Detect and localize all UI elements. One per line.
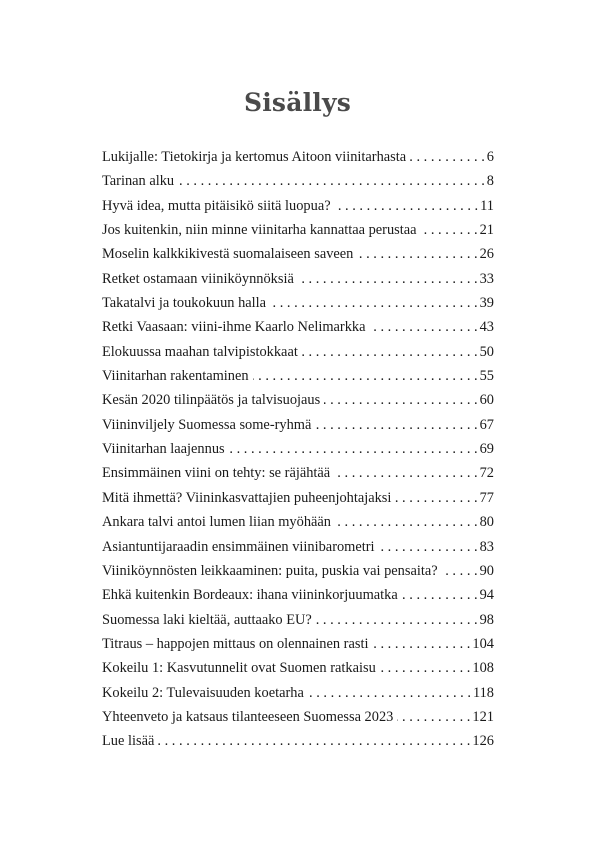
toc-entry-title: Takatalvi ja toukokuun halla [102, 295, 267, 312]
toc-entry-page-number: 77 [479, 489, 494, 506]
toc-entry [102, 291, 494, 315]
dot-leader [253, 364, 478, 388]
toc-entry-title: Lukijalle: Tietokirja ja kertomus Aitoon viinitarhasta [102, 149, 407, 165]
dot-leader [334, 461, 477, 485]
toc-entry-page-number: 67 [479, 416, 494, 433]
toc-entry [102, 486, 494, 510]
dot-leader [442, 559, 478, 583]
toc-entry [102, 705, 494, 729]
toc-entry-page-number: 8 [486, 173, 494, 190]
dot-leader [158, 729, 470, 753]
dot-leader [270, 291, 478, 315]
toc-entry-title: Viinitarhan rakentaminen [102, 368, 249, 385]
dot-leader [316, 608, 478, 632]
toc-entry-title: Ehkä kuitenkin Bordeaux: ihana viininkorjuumatka [102, 587, 398, 604]
toc-entry-page-number: 118 [472, 684, 494, 701]
toc-entry-page-number: 55 [479, 368, 494, 385]
toc-entry-page-number: 94 [479, 587, 494, 604]
toc-entry [102, 340, 494, 364]
toc-entry [102, 194, 494, 218]
toc-entry-title: Asiantuntijaraadin ensimmäinen viinibarometri [102, 538, 375, 555]
toc-entry-page-number: 80 [479, 514, 494, 531]
toc-entry-title: Retki Vaasaan: viini-ihme Kaarlo Nelimarkka [102, 319, 366, 336]
toc-entry-page-number: 126 [472, 733, 494, 750]
toc-entry-title: Tarinan alku [102, 173, 175, 190]
toc-entry-page-number: 43 [479, 319, 494, 336]
dot-leader [397, 705, 470, 729]
toc-entry-page-number: 108 [472, 660, 494, 677]
toc-entry-title: Kokeilu 2: Tulevaisuuden koetarha [102, 684, 304, 701]
toc-entry-title: Titraus – happojen mittaus on olennainen rasti [102, 635, 369, 652]
toc-entry-title: Moselin kalkkikivestä suomalaiseen saveen [102, 246, 354, 263]
page-title: Sisällys [243, 88, 352, 117]
toc-entry-title: Hyvä idea, mutta pitäisikö siitä luopua? [102, 197, 331, 214]
table-of-contents [102, 145, 494, 754]
toc-entry-page-number: 26 [479, 246, 494, 263]
toc-entry [102, 559, 494, 583]
dot-leader [308, 681, 471, 705]
dot-leader [335, 510, 478, 534]
toc-entry-page-number: 83 [479, 538, 494, 555]
dot-leader [315, 413, 477, 437]
toc-entry-page-number: 98 [479, 611, 494, 628]
toc-entry-title: Suomessa laki kieltää, auttaako EU? [102, 611, 312, 628]
toc-entry-page-number: 121 [472, 708, 494, 725]
toc-entry [102, 315, 494, 339]
toc-entry-page-number: 50 [479, 343, 494, 360]
dot-leader [402, 583, 478, 607]
toc-entry [102, 218, 494, 242]
toc-entry-title: Yhteenveto ja katsaus tilanteeseen Suomessa 2023 [102, 708, 394, 725]
dot-leader [178, 169, 485, 193]
toc-entry-page-number: 39 [479, 295, 494, 312]
toc-entry-title: Ankara talvi antoi lumen liian myöhään [102, 514, 331, 531]
toc-entry-title: Kokeilu 1: Kasvutunnelit ovat Suomen ratkaisu [102, 660, 376, 677]
toc-entry-title: Viiniköynnösten leikkaaminen: puita, puskia vai pensaita? [102, 562, 438, 579]
toc-entry-page-number: 90 [479, 562, 494, 579]
toc-entry [102, 413, 494, 437]
toc-entry [102, 461, 494, 485]
toc-entry [102, 510, 494, 534]
toc-entry-title: Lue lisää [102, 733, 155, 750]
toc-entry-title: Elokuussa maahan talvipistokkaat [102, 343, 298, 360]
toc-entry-title: Retket ostamaan viiniköynnöksiä [102, 270, 294, 287]
dot-leader [302, 340, 478, 364]
toc-entry-title: Viinitarhan laajennus [102, 441, 225, 458]
toc-entry [102, 608, 494, 632]
toc-entry-title: Viininviljely Suomessa some-ryhmä [102, 416, 312, 433]
dot-leader [324, 388, 477, 412]
dot-leader [372, 632, 470, 656]
toc-entry [102, 656, 494, 680]
toc-entry-page-number: 33 [479, 270, 494, 287]
toc-entry-page-number: 69 [479, 441, 494, 458]
toc-entry-page-number: 21 [479, 222, 494, 239]
toc-entry-title: Ensimmäinen viini on tehty: se räjähtää [102, 465, 331, 482]
toc-entry [102, 145, 494, 169]
toc-entry-title: Mitä ihmettä? Viininkasvattajien puheenjohtajaksi [102, 489, 392, 506]
toc-entry-page-number: 11 [480, 197, 494, 214]
toc-entry [102, 681, 494, 705]
toc-entry [102, 388, 494, 412]
dot-leader [357, 242, 477, 266]
dot-leader [395, 486, 477, 510]
toc-entry-page-number: 60 [479, 392, 494, 409]
dot-leader [421, 218, 478, 242]
dot-leader [379, 535, 478, 559]
dot-leader [298, 267, 478, 291]
dot-leader [380, 656, 471, 680]
toc-entry [102, 242, 494, 266]
toc-entry [102, 729, 494, 753]
toc-entry [102, 437, 494, 461]
toc-entry-page-number: 6 [486, 149, 494, 165]
toc-entry [102, 169, 494, 193]
toc-entry [102, 267, 494, 291]
dot-leader [410, 145, 485, 169]
toc-entry-page-number: 72 [479, 465, 494, 482]
toc-entry-title: Kesän 2020 tilinpäätös ja talvisuojaus [102, 392, 321, 409]
toc-entry-page-number: 104 [472, 635, 494, 652]
dot-leader [335, 194, 479, 218]
dot-leader [369, 315, 477, 339]
toc-entry-title: Jos kuitenkin, niin minne viinitarha kannattaa perustaa [102, 222, 417, 239]
toc-entry [102, 364, 494, 388]
toc-entry [102, 535, 494, 559]
toc-entry [102, 583, 494, 607]
dot-leader [229, 437, 478, 461]
toc-entry [102, 632, 494, 656]
